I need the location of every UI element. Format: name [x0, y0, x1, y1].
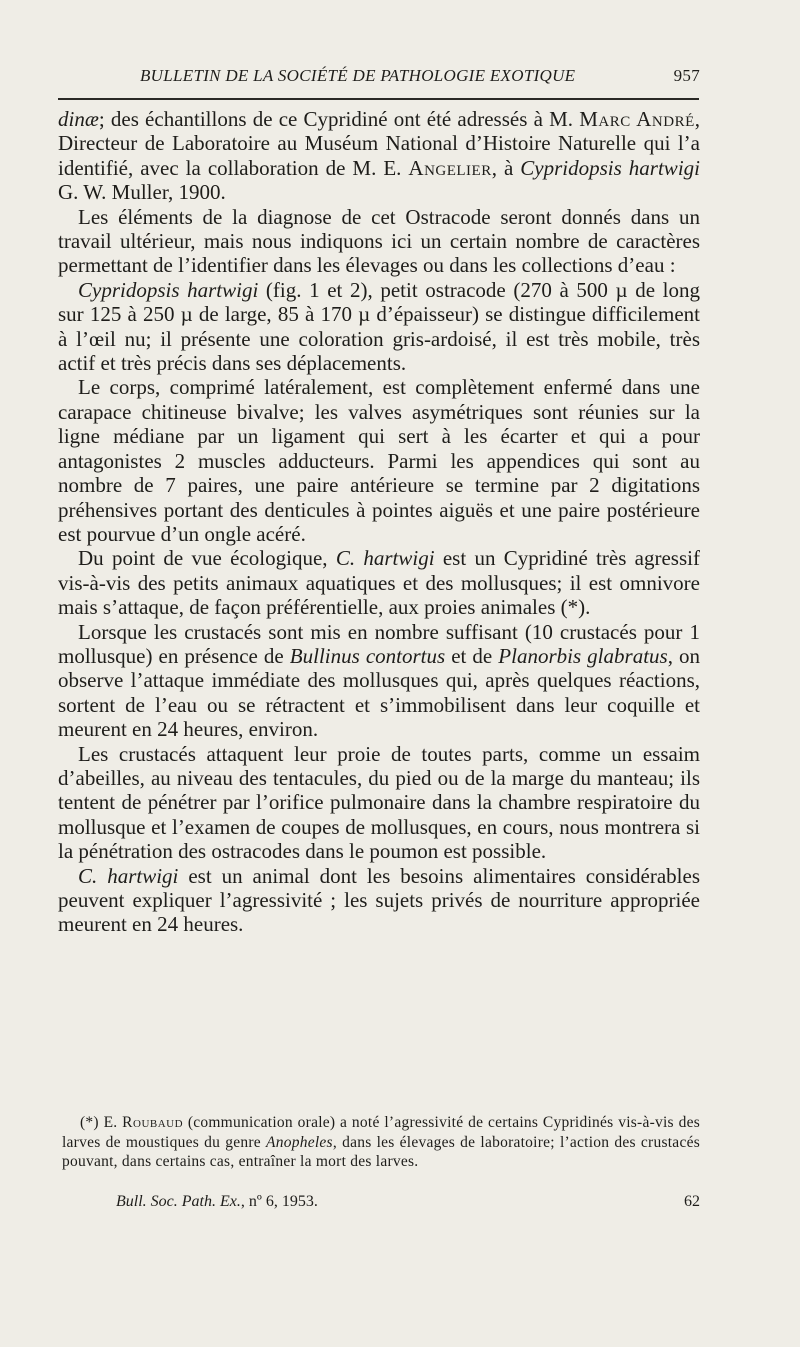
journal-reference: Bull. Soc. Path. Ex. — [116, 1193, 241, 1210]
text-run: (fig. 1 et 2), petit ostracode (270 à 500 µ de long sur 125 à 250 µ de large, 85 à 170 µ d’épaisseur) se distingue difficilement à l’œil nu; il présente une coloration gris-ardoisé, il est très mobile, très actif et très précis dans ses déplacements. — [58, 277, 700, 376]
page-number: 957 — [673, 66, 700, 85]
running-header — [60, 64, 700, 92]
paragraph — [58, 205, 700, 278]
paragraph — [58, 375, 700, 546]
text-run: , à — [491, 155, 521, 180]
text-run: Les éléments de la diagnose de cet Ostracode seront donnés dans un travail ultérieur, mais nous indiquons ici un certain nombre de caractères permettant de l’identifier dans les élevages ou dans les collections d’eau : — [58, 204, 700, 278]
text-run: Les crustacés attaquent leur proie de toutes parts, comme un essaim d’abeilles, au niveau des tentacules, du pied ou de la marge du manteau; ils tentent de pénétrer par l’orifice pulmonaire dans la chambre respiratoire du mollusque et l’examen de coupes de mollusques, en cours, nous montrera si la pénétration des ostracodes dans le poumon est possible. — [58, 741, 700, 864]
italic-term: Bullinus contortus — [289, 643, 446, 668]
text-run: (communication orale) a noté l’agressivité de certains Cypridinés vis-à-vis des larves de moustiques du genre — [62, 1114, 700, 1151]
footnote — [62, 1113, 700, 1172]
paragraph — [58, 278, 700, 376]
text-run: (*) E. — [80, 1114, 123, 1131]
text-run: Le corps, comprimé latéralement, est complètement enfermé dans une carapace chitineuse bivalve; les valves asymétriques sont réunies sur la ligne médiane par un ligament qui sert à les écarter et qui a pour antagonistes 2 muscles adducteurs. Parmi les appendices qui sont au nombre de 7 paires, une paire antérieure se termine par 2 digitations préhensives portant des denticules à pointes aiguës et une paire postérieure est pourvue d’un ongle acéré. — [58, 375, 700, 546]
text-run: , dans les élevages de laboratoire; l’action des crustacés pouvant, dans certains cas, entraîner la mort des larves. — [62, 1133, 700, 1170]
paragraph — [58, 742, 700, 864]
running-title: BULLETIN DE LA SOCIÉTÉ DE PATHOLOGIE EXOTIQUE — [140, 66, 576, 85]
text-run: Du point de vue écologique, — [78, 546, 336, 571]
text-run: et de — [445, 643, 499, 668]
text-run: G. W. Muller, 1900. — [58, 180, 226, 205]
paragraph — [58, 546, 700, 619]
text-run: , on observe l’attaque immédiate des mollusques qui, après quelques réactions, sortent de l’eau ou se rétractent et s’immobilisent dans leur coquille et meurent en 24 heures, environ. — [58, 643, 700, 742]
paragraph — [58, 864, 700, 937]
journal-issue: , nº 6, 1953. — [240, 1193, 318, 1210]
article-body — [58, 107, 700, 937]
italic-term: C. hartwigi — [335, 546, 435, 571]
italic-term: Cypridopsis hartwigi — [520, 155, 700, 180]
author-name: Angelier — [408, 155, 492, 180]
author-name: Marc André — [579, 107, 695, 131]
sheet-number: 62 — [684, 1193, 700, 1210]
footnote-text — [62, 1113, 700, 1172]
journal-citation — [116, 1193, 700, 1215]
italic-term: Anopheles — [266, 1133, 333, 1151]
text-run: ; des échantillons de ce Cypridiné ont été adressés à M. — [98, 107, 580, 131]
italic-term: Planorbis glabratus — [498, 643, 668, 668]
italic-term: dinæ — [58, 107, 99, 131]
italic-term: C. hartwigi — [78, 863, 179, 888]
italic-term: Cypridopsis hartwigi — [78, 277, 259, 302]
paragraph — [58, 107, 700, 205]
text-run: est un animal dont les besoins alimentaires considérables peuvent expliquer l’agressivité ; les sujets privés de nourriture appropriée meurent en 24 heures. — [58, 863, 700, 937]
text-run: est un Cypridiné très agressif vis-à-vis des petits animaux aquatiques et des mollusques; il est omnivore mais s’attaque, de façon préférentielle, aux proies animales (*). — [58, 546, 700, 620]
author-name: Roubaud — [122, 1114, 184, 1131]
paragraph — [58, 620, 700, 742]
text-run: Lorsque les crustacés sont mis en nombre suffisant (10 crustacés pour 1 mollusque) en présence de — [58, 619, 700, 668]
text-run: , Directeur de Laboratoire au Muséum National d’Histoire Naturelle qui l’a identifié, avec la collaboration de M. E. — [58, 107, 700, 180]
header-rule — [58, 98, 699, 100]
